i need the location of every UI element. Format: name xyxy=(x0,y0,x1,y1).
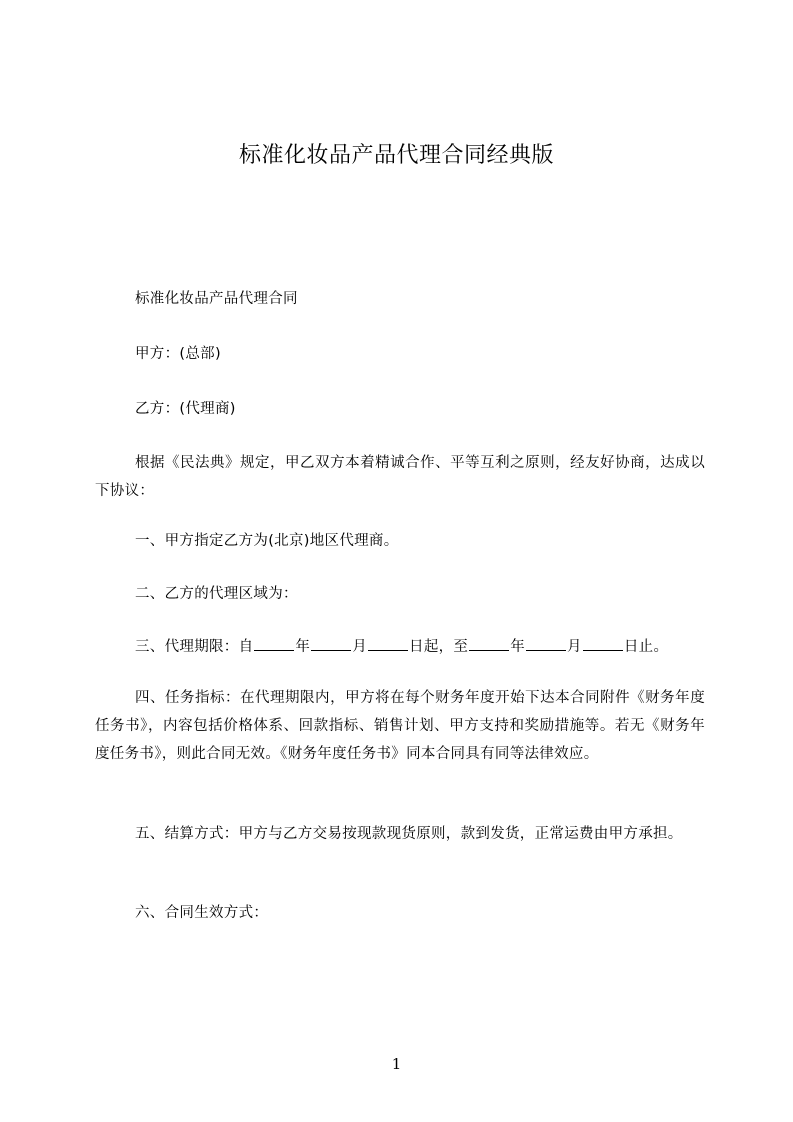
party-a: 甲方：(总部) xyxy=(135,346,221,362)
clause-3-year-1: 年 xyxy=(295,639,311,655)
party-b: 乙方：(代理商) xyxy=(135,401,236,417)
clause-4: 四、任务指标：在代理期限内，甲方将在每个财务年度开始下达本合同附件《财务年度任务书》，内容包括价格体系、回款指标、销售计划、甲方支持和奖励措施等。若无《财务年度任务书》，则此合同无效。《财务年度任务书》同本合同具有同等法律效应。 xyxy=(95,690,705,762)
blank-year-start xyxy=(254,634,294,651)
blank-year-end xyxy=(469,634,509,651)
clause-3-month-2: 月 xyxy=(567,639,582,655)
clause-3-prefix: 三、代理期限：自 xyxy=(135,639,254,655)
clause-6: 六、合同生效方式： xyxy=(135,905,269,921)
contract-name: 标准化妆品产品代理合同 xyxy=(135,291,298,307)
clause-3-month-1: 月 xyxy=(352,639,368,655)
clause-2: 二、乙方的代理区域为： xyxy=(135,586,298,602)
clause-1: 一、甲方指定乙方为(北京)地区代理商。 xyxy=(135,533,399,549)
blank-month-end xyxy=(526,634,566,651)
blank-month-start xyxy=(311,634,351,651)
clause-3-day-1: 日起，至 xyxy=(409,639,469,655)
clause-5: 五、结算方式：甲方与乙方交易按现款现货原则，款到发货，正常运费由甲方承担。 xyxy=(135,826,683,842)
preamble-paragraph: 根据《民法典》规定，甲乙双方本着精诚合作、平等互利之原则，经友好协商，达成以下协议： xyxy=(95,455,705,499)
page-number: 1 xyxy=(391,1055,402,1073)
clause-3-year-2: 年 xyxy=(510,639,526,655)
document-title: 标准化妆品产品代理合同经典版 xyxy=(238,143,554,168)
clause-3-day-2: 日止。 xyxy=(623,639,669,655)
blank-day-end xyxy=(583,634,623,651)
clause-3 xyxy=(95,633,705,661)
blank-day-start xyxy=(368,634,408,651)
